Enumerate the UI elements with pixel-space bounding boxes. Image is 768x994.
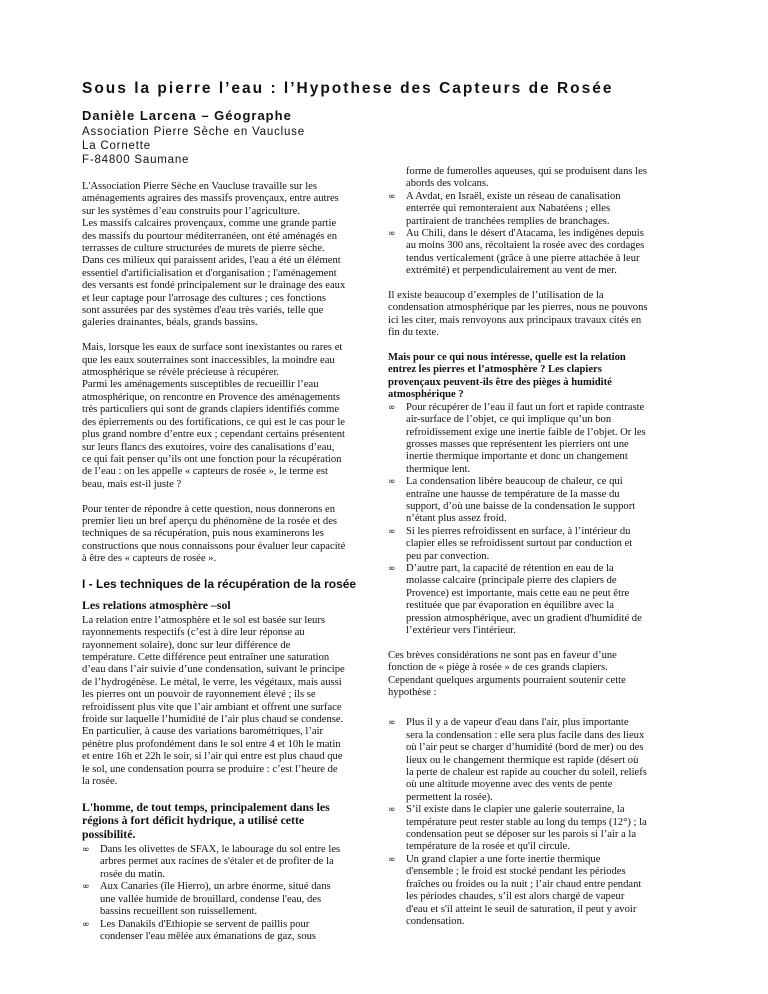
affiliation-line: Association Pierre Sèche en Vaucluse <box>82 126 305 138</box>
bullet-icon: ∞ <box>388 402 396 413</box>
text-line: température. Cette différence peut entraîner une saturation <box>82 651 330 663</box>
subsection-heading-history <box>82 801 374 841</box>
text-line: sera la condensation : elle sera plus facile dans des lieux <box>406 729 645 741</box>
list-item <box>388 402 686 476</box>
text-line: terrasses de culture structurées de murets de pierre sèche. <box>82 243 325 255</box>
text-line: thermique lent. <box>406 463 471 475</box>
text-line: abords des volcans. <box>406 178 489 190</box>
text-line: très particuliers qui sont de grands clapiers identifiés comme <box>82 404 340 416</box>
list-item <box>388 854 686 928</box>
text-line: extrémité) et perpendiculairement au vent de mer. <box>406 265 617 277</box>
text-line: Mais pour ce qui nous intéresse, quelle est la relation <box>388 352 626 364</box>
text-line: refroidissement exige une inertie faible de l’objet. Or les <box>406 426 646 438</box>
list-item <box>388 228 686 278</box>
text-line: atmosphérique ? <box>388 389 464 401</box>
text-line: fraîches ou froides ou la nuit ; l’air chaud entre pendant <box>406 878 642 890</box>
intro-paragraph-2 <box>82 342 374 491</box>
intro-paragraph-1 <box>82 181 374 330</box>
text-line: En particulier, à cause des variations barométriques, l’air <box>82 726 324 738</box>
text-line: l’extérieur vers l'intérieur. <box>406 625 516 636</box>
list-item <box>82 844 374 881</box>
text-line: n’étant plus assez froid. <box>406 513 507 525</box>
bullet-icon: ∞ <box>82 845 90 856</box>
text-line: Dans les olivettes de SFAX, le labourage du sol entre les <box>100 844 341 856</box>
text-line: la rosée. <box>82 776 118 788</box>
text-line: des massifs du pourtour méditerranéen, ont été aménagés en <box>82 230 338 242</box>
text-line: constructions que nous connaissons pour évaluer leur capacité <box>82 540 346 552</box>
affiliation-line: La Cornette <box>82 140 151 152</box>
arguments-for-list <box>388 717 686 928</box>
text-line: molasse calcaire (principale pierre des clapiers de <box>406 575 617 587</box>
text-line: La relation entre l’atmosphère et le sol est basée sur leurs <box>82 614 325 626</box>
text-line: et leur captage pour l'arrosage des cultures ; ces fonctions <box>82 292 326 304</box>
text-line: atmosphérique, on rencontre en Provence des aménagements <box>82 391 340 403</box>
text-line: pénètre plus profondément dans le sol entre 4 et 10h le matin <box>82 738 341 750</box>
text-line: peu par convection. <box>406 550 490 562</box>
text-line: plus grand nombre d’entre eux ; cependant certains présentent <box>82 429 345 441</box>
text-line: une vallée humide de brouillard, condense l'eau, des <box>100 893 322 905</box>
text-line: techniques de sa récupération, puis nous examinerons les <box>82 528 324 540</box>
text-line: support, d’où une baisse de la condensation le support <box>406 500 636 512</box>
text-line: L'Association Pierre Sèche en Vaucluse travaille sur les <box>82 181 317 192</box>
text-line: aménagements agraires des massifs provençaux, entre autres <box>82 193 339 205</box>
subsection-heading: Les relations atmosphère –sol <box>82 598 231 613</box>
bullet-icon: ∞ <box>82 882 90 893</box>
text-line: D’autre part, la capacité de rétention en eau de la <box>406 562 614 574</box>
text-line: que les eaux souterraines sont inaccessibles, la moindre eau <box>82 354 335 366</box>
text-line: provençaux peuvent-ils être des pièges à humidité <box>388 376 612 388</box>
text-line: Un grand clapier a une forte inertie thermique <box>406 853 601 865</box>
text-line: essentiel d'artificialisation et d'organisation ; l'aménagement <box>82 267 337 279</box>
text-line: S’il existe dans le clapier une galerie souterraine, la <box>406 804 625 816</box>
text-line: Ces brèves considérations ne sont pas en faveur d’une <box>388 649 617 661</box>
paragraph-examples <box>388 290 686 340</box>
text-line: régions à fort déficit hydrique, a utilisé cette <box>82 813 305 828</box>
text-line: condensation atmosphérique par les pierres, nous ne pouvons <box>388 302 648 314</box>
arguments-against-list <box>388 402 686 638</box>
list-item <box>82 881 374 918</box>
affiliation-block <box>82 125 305 167</box>
bullet-icon: ∞ <box>388 563 396 574</box>
text-line: galeries drainantes, béals, grands bassins. <box>82 317 258 329</box>
text-line: partiraient de tranchées remplies de branchages. <box>406 215 610 227</box>
examples-list <box>82 844 374 943</box>
text-line: condensation peut se déposer sur les parois si l’air a la <box>406 829 637 841</box>
text-line: Les Danakils d'Ethiopie se servent de paillis pour <box>100 918 310 930</box>
list-item <box>388 563 686 637</box>
text-line: refroidissent plus vite que l’air ambiant et offrent une surface <box>82 701 342 713</box>
paragraph-conclusion <box>388 650 686 700</box>
text-line: beau, mais est-il juste ? <box>82 478 182 490</box>
text-line: d’eau dans l’air suivie d’une condensation, suivant le principe <box>82 664 345 676</box>
text-line: forme de fumerolles aqueuses, qui se produisent dans les <box>406 166 647 177</box>
text-line: fin du texte. <box>388 327 439 339</box>
text-line: air-surface de l’objet, ce qui implique qu’un bon <box>406 414 612 426</box>
text-line: sont assurées par des systèmes d'eau très variés, telle que <box>82 305 324 317</box>
text-line: Mais, lorsque les eaux de surface sont inexistantes ou rares et <box>82 342 343 354</box>
text-line: condensation. <box>406 915 465 927</box>
text-line: température de la rosée et qu'il circule. <box>406 841 570 853</box>
list-item <box>388 526 686 563</box>
text-line: Plus il y a de vapeur d'eau dans l'air, plus importante <box>406 717 629 729</box>
text-line: à être des « capteurs de rosée ». <box>82 553 217 565</box>
text-line: rayonnements respectifs (c’est à dire leur réponse au <box>82 627 305 639</box>
text-line: Il existe beaucoup d’exemples de l’utilisation de la <box>388 290 604 302</box>
bullet-icon: ∞ <box>388 854 396 865</box>
bullet-icon: ∞ <box>388 526 396 537</box>
continued-list-text <box>388 166 686 191</box>
text-line: enterrée qui remonteraient aux Nabatéens ; elles <box>406 203 611 215</box>
text-line: température peut rester stable au long du temps (12°) ; la <box>406 816 647 828</box>
text-line: rayonnement solaire), donc sur leur différence de <box>82 639 291 651</box>
text-line: et entre 16h et 22h le soir, si l’air qui entre est plus chaud que <box>82 751 343 763</box>
list-item <box>388 717 686 804</box>
text-line: possibilité. <box>82 826 136 841</box>
text-line: La condensation libère beaucoup de chaleur, ce qui <box>406 476 623 488</box>
text-line: des versants est fondé principalement sur le drainage des eaux <box>82 280 346 292</box>
text-line: pression atmosphérique, avec un gradient d'humidité de <box>406 612 642 624</box>
text-line: Si les pierres refroidissent en surface, à l’intérieur du <box>406 525 631 537</box>
text-line: Cependant quelques arguments pourraient soutenir cette <box>388 674 626 686</box>
bullet-icon: ∞ <box>388 805 396 816</box>
text-line: les pierres ont un pouvoir de rayonnement élevé ; ils se <box>82 689 316 701</box>
text-line: où une altitude moyenne avec des vents de pente <box>406 779 613 791</box>
intro-paragraph-3 <box>82 504 374 566</box>
text-line: Pour récupérer de l’eau il faut un fort et rapide contraste <box>406 401 645 413</box>
text-line: permettent la rosée). <box>406 791 493 803</box>
text-line: Aux Canaries (île Hierro), un arbre énorme, situé dans <box>100 881 331 893</box>
text-line: atmosphérique se révèle précieuse à récupérer. <box>82 367 280 379</box>
text-line: froide sur laquelle l’humidité de l’air plus chaud se condense. <box>82 714 344 726</box>
text-line: d'ensemble ; le froid est stocké pendant les périodes <box>406 866 626 878</box>
text-line: rosée du matin. <box>100 868 166 880</box>
list-item <box>388 476 686 526</box>
text-line: au moins 300 ans, récoltaient la rosée avec des cordages <box>406 240 645 252</box>
text-line: tendus verticalement (grâce à une pierre attachée à leur <box>406 252 640 264</box>
text-line: Parmi les aménagements susceptibles de recueillir l’eau <box>82 379 319 391</box>
right-column <box>388 166 686 941</box>
text-line: ici les citer, mais renvoyons aux principaux travaux cités en <box>388 314 642 326</box>
bullet-icon: ∞ <box>388 477 396 488</box>
text-line: d'eau et s'il atteint le seuil de saturation, il peut y avoir <box>406 903 637 915</box>
text-line: la perte de chaleur est rapide au coucher du soleil, reliefs <box>406 767 647 779</box>
text-line: entraîne une hausse de température de la masse du <box>406 488 620 500</box>
bullet-icon: ∞ <box>388 229 396 240</box>
text-line: lieux ou le changement thermique est rapide (désert où <box>406 754 639 766</box>
list-item <box>388 191 686 228</box>
section-heading: I - Les techniques de la récupération de la rosée <box>82 576 357 591</box>
text-line: inertie thermique importante et donc un changement <box>406 451 628 463</box>
examples-list-continued <box>388 191 686 278</box>
list-item <box>82 919 374 944</box>
text-line: arbres permet aux racines de s'étaler et de profiter de la <box>100 856 334 868</box>
author-line: Danièle Larcena – Géographe <box>82 108 292 123</box>
atmosphere-sol-paragraph <box>82 615 374 789</box>
text-line: grosses masses que représentent les pierriers ont une <box>406 438 629 450</box>
text-line: le sol, une condensation pourra se produire : c’est l’heure de <box>82 763 338 775</box>
text-line: condenser l'eau mêlée aux émanations de gaz, sous <box>100 930 317 942</box>
text-line: bassins recueillent son ruissellement. <box>100 906 258 918</box>
text-line: où l’air peut se charger d’humidité (bord de mer) ou des <box>406 742 644 754</box>
document-title: Sous la pierre l’eau : l’Hypothese des Capteurs de Rosée <box>82 80 614 97</box>
text-line: sur leurs flancs des exutoires, voire des canalisations d’eau, <box>82 441 335 453</box>
text-line: fonction de « piège à rosée » de ces grands clapiers. <box>388 662 608 674</box>
left-column <box>82 181 374 956</box>
text-line: des épierrements ou des fortifications, ce qui est le cas pour le <box>82 416 345 428</box>
text-line: Pour tenter de répondre à cette question, nous donnerons en <box>82 503 335 515</box>
text-line: ce qui fait penser qu’ils ont une fonction pour la récupération <box>82 453 342 465</box>
text-line: les périodes chaudes, s’il est alors chargé de vapeur <box>406 891 625 903</box>
text-line: Au Chili, dans le désert d'Atacama, les indigènes depuis <box>406 228 644 240</box>
text-line: de l’eau : on les appelle « capteurs de rosée », le terme est <box>82 466 328 478</box>
text-line: clapier elles se refroidissent surtout par conduction et <box>406 538 633 550</box>
bullet-icon: ∞ <box>82 919 90 930</box>
text-line: Dans ces milieux qui paraissent arides, l'eau a été un élément <box>82 255 341 267</box>
text-line: A Avdat, en Israël, existe un réseau de canalisation <box>406 190 621 202</box>
text-line: entrez les pierres et l’atmosphère ? Les clapiers <box>388 364 602 376</box>
text-line: Provence) est importante, mais cette eau ne peut être <box>406 587 630 599</box>
text-line: L'homme, de tout temps, principalement dans les <box>82 799 330 814</box>
bullet-icon: ∞ <box>388 718 396 729</box>
text-line: de l’hydrogénèse. Le métal, le verre, les végétaux, mais aussi <box>82 676 342 688</box>
affiliation-line: F-84800 Saumane <box>82 154 190 166</box>
text-line: restituée que par évaporation en équilibre avec la <box>406 600 614 612</box>
text-line: premier lieu un bref aperçu du phénomène de la rosée et des <box>82 515 338 527</box>
text-line: hypothèse : <box>388 687 437 699</box>
question-heading <box>388 352 686 402</box>
list-item <box>388 804 686 854</box>
text-line: sur les systèmes d’eau construits pour l’agriculture. <box>82 205 300 217</box>
bullet-icon: ∞ <box>388 191 396 202</box>
text-line: Les massifs calcaires provençaux, comme une grande partie <box>82 218 337 230</box>
